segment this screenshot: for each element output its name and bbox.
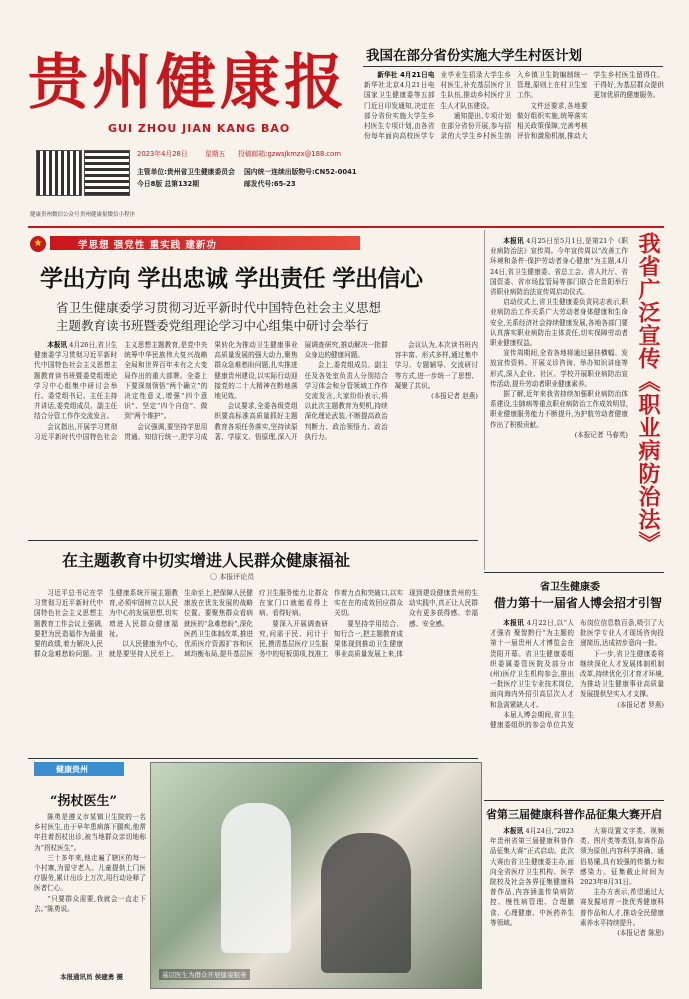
commentary-byline: 〇 本报评论员	[210, 573, 255, 581]
right-mid-title: 借力第十一届省人博会招才引智	[494, 596, 663, 610]
lead-paragraph: 会议强调,要坚持学思用贯通、知信行统一,把学习成果转化为推动卫生健康事业高质量发展的强大动力,聚焦群众急难愁盼问题,扎实推进健康贵州建设,以实际行动迎接党的二十大精神在黔地落地见效。	[124, 341, 298, 441]
masthead-title: 贵州健康报	[28, 48, 348, 118]
bottom-paragraph: 大赛设置文字类、视频类、图片类等类别,参赛作品须为原创,内容科学准确、通俗易懂,具有较强的传播力和感染力。征集截止时间为2023年8月31日。	[580, 827, 664, 887]
right-paragraph: 启动仪式上,省卫生健康委负责同志表示,职业病防治工作关系广大劳动者身体健康和生命安全,关系经济社会持续健康发展,各地各部门要认真落实职业病防治主体责任,切实保障劳动者职业健康权益。	[490, 298, 628, 348]
bottom-paragraph: (本报记者 陈思)	[617, 929, 664, 938]
feature-tag-text: 健康贵州	[56, 765, 88, 774]
lead-subtitle-1: 省卫生健康委学习贯彻习近平新时代中国特色社会主义思想	[56, 300, 382, 315]
publisher-line: 主管单位:贵州省卫生健康委员会	[137, 168, 235, 176]
submission-email: 投稿邮箱:gzwsjkmzx@188.com	[238, 150, 341, 158]
lead-paragraph: (本报记者 赵燕)	[431, 392, 478, 401]
right-paragraph: 4月25日至5月1日,是第21个《职业病防治法》宣传周。今年宣传周以“改善工作环境和条件·保护劳动者身心健康”为主题,4月24日,省卫生健康委、省总工会、省人社厅、省国资委、省市场监管局等部门联合在贵阳举行省职业病防治法宣传周启动仪式。	[490, 237, 628, 297]
masthead-pinyin: GUI ZHOU JIAN KANG BAO	[108, 122, 291, 135]
bottom-story-body	[490, 826, 664, 991]
right-mid-body	[490, 618, 664, 798]
photo-figure-doctor	[221, 803, 291, 953]
party-emblem: ★	[30, 236, 46, 252]
top-story-paragraph: 通知提出,专项计划在部分省份开展,参与招录的大学生乡村医生纳入乡镇卫生院编制统一管理,原则上在村卫生室工作。	[440, 71, 588, 141]
lead-paragraph: 会上,委党组成员、副主任及各处室负责人分别结合学习体会和分管领域工作作交流发言,大家纷纷表示,将以此次主题教育为契机,持续深化理论武装,不断提高政治判断力、政治领悟力、政治执行力。	[304, 361, 388, 441]
commentary-title: 在主题教育中切实增进人民群众健康福祉	[62, 551, 351, 570]
issue-weekday: 星期五	[205, 150, 226, 158]
photo-figure-patient	[321, 833, 411, 973]
photo-caption: 基层医生为群众开展健康服务	[159, 969, 250, 980]
lead-byline: 本报讯	[47, 341, 68, 349]
qr1-caption: 健康贵州微信公众号	[30, 212, 80, 218]
feature-photo	[150, 762, 482, 989]
feature-credit: 本报通讯员 侯建勇 摄	[60, 973, 124, 981]
feature-paragraph: 陈勇是遵义市某镇卫生院的一名乡村医生,由于早年患病落下腿疾,他常年拄着拐杖出诊,被当地群众亲切地称为“拐杖医生”。	[34, 813, 146, 852]
bottom-paragraph: 4月24日,“2023年贵州省第三届健康科普作品征集大赛”正式启动。此次大赛由省卫生健康委主办,面向全省医疗卫生机构、医学院校及社会各界征集健康科普作品,内容涵盖传染病防控、慢性病管理、合理膳食、心理健康、中医药养生等领域。	[490, 827, 574, 927]
bottom-paragraph: 主办方表示,希望通过大赛发掘培育一批优秀健康科普作品和人才,推动全民健康素养水平持续提升。	[580, 888, 664, 927]
right-paragraph: 据了解,近年来我省持续加强职业病防治体系建设,尘肺病等重点职业病防治工作成效明显,职业健康服务能力不断提升,为护航劳动者健康作出了积极贡献。	[490, 390, 628, 429]
cn-number: 国内统一连续出版物号:CN52-0041	[244, 168, 357, 176]
right-story-body	[490, 236, 628, 566]
feature-paragraph: “只要群众需要,我就会一直走下去。”陈勇说。	[34, 894, 146, 913]
right-paragraph: (本报记者 马春英)	[574, 430, 628, 439]
right-mid-paragraph: 4月22日,以“人才强省 聚智黔行”为主题的第十一届贵州人才博览会在贵阳开幕。省卫生健康委组织委属委管医院及部分市(州)医疗卫生机构参会,推出一批医疗卫生专业技术岗位,面向海内外招引高层次人才和急需紧缺人才。	[490, 619, 574, 709]
right-story-title: 我省广泛宣传《职业病防治法》	[635, 232, 660, 554]
lead-paragraph: 会议要求,全委各级党组织要高标准高质量抓好主题教育各项任务落实,坚持读原著、学原文、悟原理,深入开展调查研究,推动解决一批群众身边的健康问题。	[214, 341, 388, 441]
qr2-caption: 贵州健康报微信小程序	[80, 212, 136, 218]
feature-paragraph: 三十多年来,他走遍了辖区的每一个村寨,为留守老人、儿童提供上门医疗服务,累计出诊上万次,用行动诠释了医者仁心。	[34, 853, 146, 893]
lead-subtitle-2: 主题教育读书班暨委党组理论学习中心组集中研讨会举行	[56, 318, 369, 333]
top-story-paragraph: 文件还要求,各地要做好组织实施,统筹落实相关政策保障,完善考核评价和激励机制,推动大学生乡村医生留得住、干得好,为基层群众提供更加优质的健康服务。	[517, 71, 664, 141]
slogan-text: 学思想 强党性 重实践 建新功	[78, 240, 217, 251]
feature-title: “拐杖医生”	[50, 794, 117, 809]
commentary-body	[34, 588, 478, 753]
issue-date: 2023年4月28日	[137, 150, 188, 158]
lead-article-body	[34, 340, 478, 535]
top-story-title: 我国在部分省份实施大学生村医计划	[366, 48, 582, 64]
lead-paragraph: 会议指出,开展学习贯彻习近平新时代中国特色社会主义思想主题教育,是党中央统筹中华民族伟大复兴战略全局和世界百年未有之大变局作出的重大部署。全委上下要深刻领悟“两个确立”的决定性意义,增强“四个意识”、坚定“四个自信”、做到“两个维护”。	[34, 341, 208, 441]
bottom-story-title: 省第三届健康科普作品征集大赛开启	[486, 808, 662, 821]
right-byline: 本报讯	[503, 237, 524, 245]
commentary-paragraph: 要深入开展调查研究,问需于民、问计于民,摸清基层医疗卫生服务中的短板弱项,找准工作着力点和突破口,以实实在在的成效回应群众关切。	[259, 589, 403, 659]
top-story-body	[364, 70, 664, 250]
commentary-paragraph: 以人民健康为中心,就是要坚持人民至上、生命至上,把保障人民健康放在优先发展的战略位置。要聚焦群众看病就医的“急难愁盼”,深化医药卫生体制改革,推进优质医疗资源扩容和区域均衡布局,提升基层医疗卫生服务能力,让群众在家门口就能看得上病、看得好病。	[109, 589, 328, 659]
lead-paragraph: 会议认为,本次读书班内容丰富、形式多样,通过集中学习、专题辅导、交流研讨等方式,进一步统一了思想、凝聚了共识。	[394, 341, 478, 390]
qr-code-1	[36, 150, 82, 196]
right-mid-byline: 本报讯	[503, 619, 525, 627]
commentary-paragraph: 要坚持学用结合、知行合一,把主题教育成果体现到推动卫生健康事业高质量发展上来,体现到建设健康贵州的生动实践中,真正让人民群众有更多获得感、幸福感、安全感。	[334, 589, 478, 659]
right-mid-paragraph: 下一步,省卫生健康委将继续深化人才发展体制机制改革,持续优化引才育才环境,为推动卫生健康事业高质量发展提供坚实人才支撑。	[580, 649, 664, 699]
right-mid-paragraph: (本报记者 罗燕)	[617, 700, 664, 709]
commentary-paragraph: 习近平总书记在学习贯彻习近平新时代中国特色社会主义思想主题教育工作会议上强调,要把为民造福作为最重要的政绩,着力解决人民群众急难愁盼问题。卫生健康系统开展主题教育,必须牢固树立以人民为中心的发展思想,切实增进人民群众健康福祉。	[34, 589, 178, 659]
feature-body	[34, 812, 146, 967]
slogan-ribbon	[50, 236, 360, 250]
top-story-byline: 新华社 4月21日电	[377, 71, 435, 79]
right-mid-paragraph: 本届人博会期间,省卫生健康委组织的参会单位共发布岗位信息数百条,吸引了大批医学专业人才现场咨询投递简历,达成初步意向一批。	[490, 619, 664, 730]
lead-headline: 学出方向 学出忠诚 学出责任 学出信心	[40, 266, 423, 292]
qr-code-2	[84, 150, 130, 196]
lead-paragraph: 4月26日,省卫生健康委学习贯彻习近平新时代中国特色社会主义思想主题教育读书班暨委党组理论学习中心组集中研讨会举行。委党组书记、主任主持并讲话,委党组成员、副主任结合分管工作作交流发言。	[34, 341, 118, 421]
feature-tag	[34, 762, 124, 776]
right-paragraph: 宣传周期间,全省各地将通过悬挂横幅、发放宣传资料、开展义诊咨询、举办知识讲座等形式,深入企业、社区、学校开展职业病防治宣传活动,提升劳动者职业健康素养。	[490, 349, 628, 388]
right-mid-kicker: 省卫生健康委	[540, 582, 600, 593]
postal-code: 邮发代号:65-23	[244, 180, 296, 188]
pages-line: 今日8版 总第132期	[137, 180, 200, 188]
top-story-paragraph: 新华社北京4月21日电 国家卫生健康委等五部门近日印发通知,决定在部分省份实施大学生乡村医生专项计划,由各省份每年面向高校医学专业毕业生招录大学生乡村医生,补充基层医疗卫生队伍,推动乡村医疗卫生人才队伍建设。	[364, 71, 511, 141]
bottom-byline: 本报讯	[503, 827, 524, 835]
